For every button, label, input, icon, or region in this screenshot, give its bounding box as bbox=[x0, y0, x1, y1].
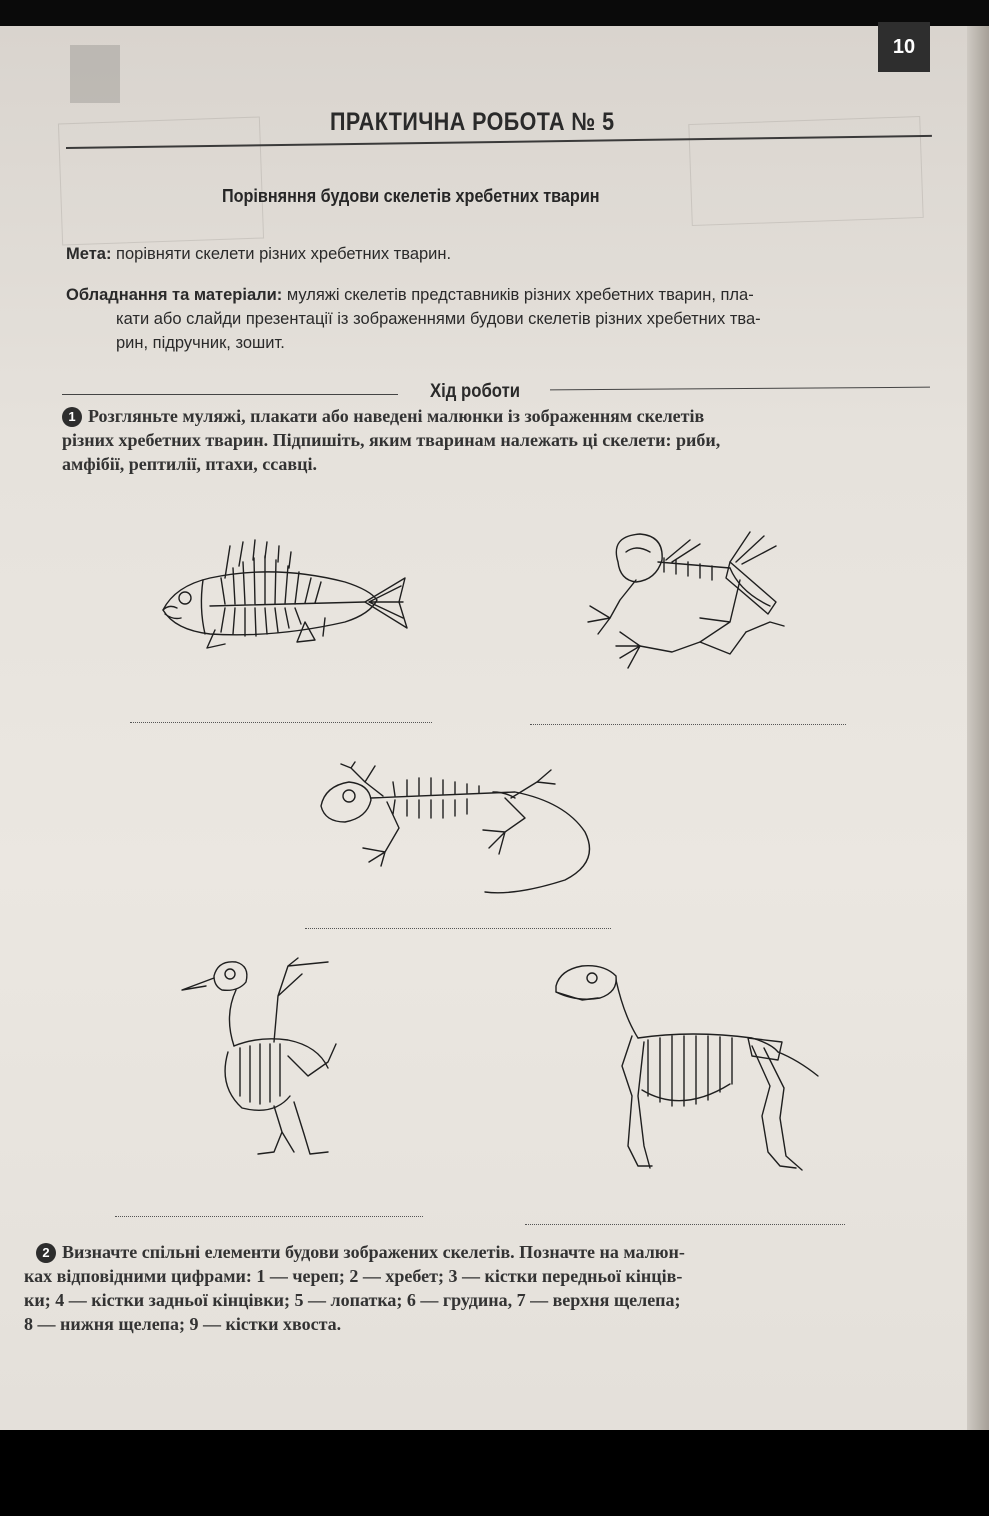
task-number-badge: 1 bbox=[62, 407, 82, 427]
task-number-badge: 2 bbox=[36, 1243, 56, 1263]
task-1-line-1: Розгляньте муляжі, плакати або наведені малюнки із зображенням скелетів bbox=[88, 406, 705, 426]
answer-line-fish[interactable] bbox=[130, 722, 432, 723]
answer-line-frog[interactable] bbox=[530, 724, 846, 725]
task-2-line-2: ках відповідними цифрами: 1 — череп; 2 — хребет; 3 — кістки передньої кінців- bbox=[24, 1266, 683, 1286]
bird-skeleton-image bbox=[178, 956, 353, 1156]
equipment-paragraph bbox=[66, 283, 946, 355]
goal-paragraph bbox=[66, 242, 451, 266]
fish-skeleton-image bbox=[155, 538, 415, 658]
task-1 bbox=[62, 404, 938, 476]
page-edge bbox=[967, 26, 989, 1430]
equipment-line-1: муляжі скелетів представників різних хребетних тварин, пла- bbox=[282, 286, 754, 304]
goal-text: порівняти скелети різних хребетних тварин. bbox=[111, 245, 452, 263]
equipment-line-3: рин, підручник, зошит. bbox=[116, 334, 285, 352]
bleed-through bbox=[58, 117, 264, 246]
section-title: Хід роботи bbox=[430, 381, 521, 402]
task-1-line-2: різних хребетних тварин. Підпишіть, яким тваринам належать ці скелети: риби, bbox=[62, 430, 721, 450]
page-number: 10 bbox=[878, 22, 930, 72]
equipment-label: Обладнання та матеріали: bbox=[66, 286, 283, 304]
section-rule-left bbox=[62, 394, 398, 395]
equipment-line-2: кати або слайди презентації із зображеннями будови скелетів різних хребетних тва- bbox=[116, 310, 761, 328]
top-bar bbox=[0, 0, 989, 26]
dog-skeleton-image bbox=[552, 956, 822, 1176]
bleed-through bbox=[688, 116, 923, 226]
answer-line-dog[interactable] bbox=[525, 1224, 845, 1225]
task-1-line-3: амфібії, рептилії, птахи, ссавці. bbox=[62, 454, 317, 474]
frog-skeleton-image bbox=[580, 522, 800, 672]
corner-mark bbox=[70, 45, 120, 103]
page-title: ПРАКТИЧНА РОБОТА № 5 bbox=[330, 108, 615, 136]
page-subtitle: Порівняння будови скелетів хребетних тварин bbox=[222, 186, 600, 206]
task-2 bbox=[24, 1240, 944, 1336]
task-2-line-1: Визначте спільні елементи будови зображених скелетів. Позначте на малюн- bbox=[62, 1242, 685, 1262]
lizard-skeleton-image bbox=[315, 762, 610, 902]
answer-line-bird[interactable] bbox=[115, 1216, 423, 1217]
task-2-line-4: 8 — нижня щелепа; 9 — кістки хвоста. bbox=[24, 1314, 342, 1334]
task-2-line-3: ки; 4 — кістки задньої кінцівки; 5 — лопатка; 6 — грудина, 7 — верхня щелепа; bbox=[24, 1290, 681, 1310]
bottom-bar bbox=[0, 1430, 989, 1516]
answer-line-lizard[interactable] bbox=[305, 928, 611, 929]
goal-label: Мета: bbox=[66, 245, 112, 263]
